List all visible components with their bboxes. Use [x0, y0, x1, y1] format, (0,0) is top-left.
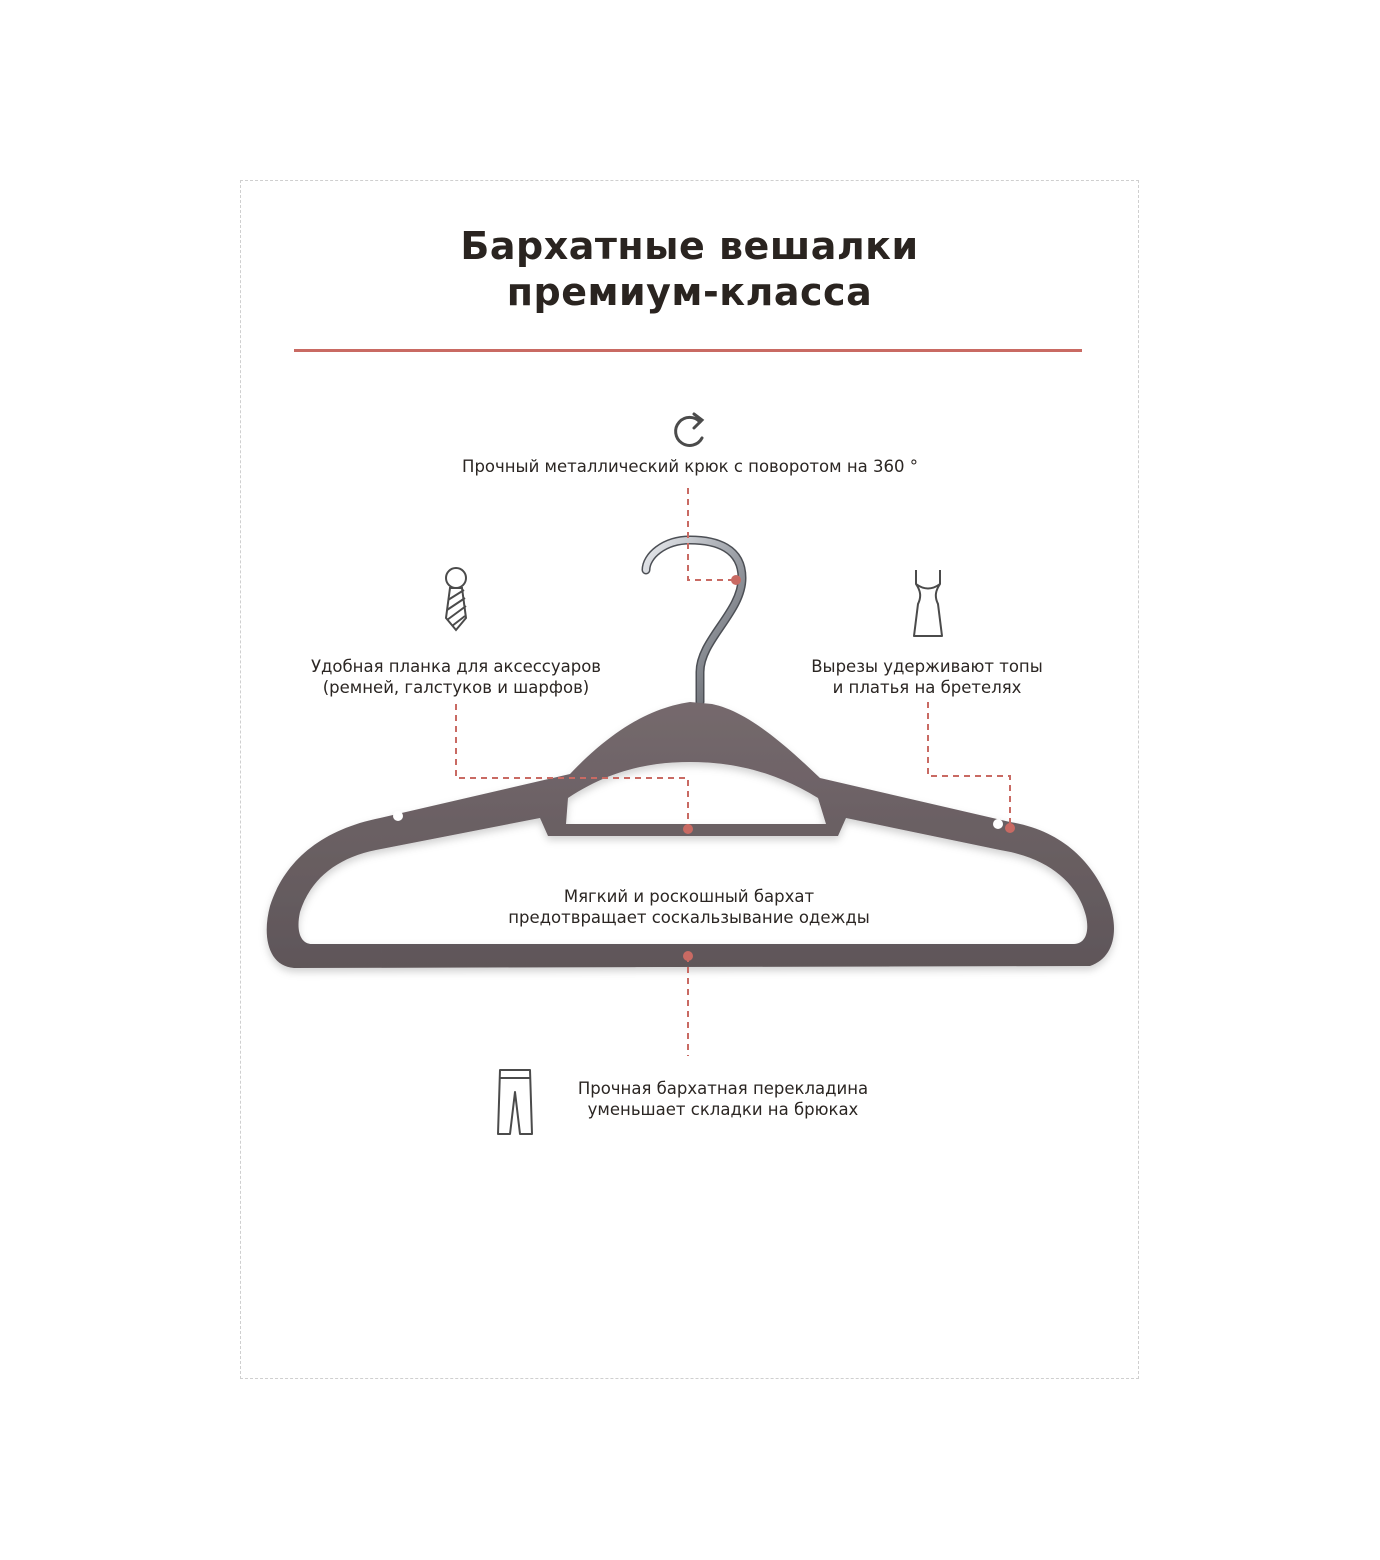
crossbar-line2: уменьшает складки на брюках	[587, 1100, 859, 1119]
dress-icon	[914, 570, 942, 636]
hook-label: Прочный металлический крюк с поворотом на 360 °	[462, 457, 918, 476]
notches-line2: и платья на бретелях	[832, 678, 1022, 697]
metal-hook	[646, 540, 742, 702]
velvet-line2: предотвращает соскальзывание одежды	[508, 908, 870, 927]
crossbar-line1: Прочная бархатная перекладина	[577, 1079, 869, 1098]
notches-line1: Вырезы удерживают топы	[811, 657, 1043, 676]
callout-lines	[456, 488, 1010, 1056]
page-title-line2: премиум-класса	[506, 270, 873, 314]
page-title-line1: Бархатные вешалки	[460, 224, 919, 268]
velvet-hanger	[267, 702, 1114, 968]
crossbar-label	[556, 1078, 890, 1120]
accessory-bar-line2: (ремней, галстуков и шарфов)	[322, 678, 590, 697]
velvet-label	[480, 886, 898, 928]
velvet-line1: Мягкий и роскошный бархат	[563, 887, 815, 906]
accessory-bar-label	[286, 656, 626, 698]
tie-icon	[446, 568, 466, 630]
trousers-icon	[498, 1070, 532, 1134]
notches-label	[792, 656, 1062, 698]
accessory-bar-line1: Удобная планка для аксессуаров	[310, 657, 602, 676]
rotate-icon	[676, 414, 702, 445]
